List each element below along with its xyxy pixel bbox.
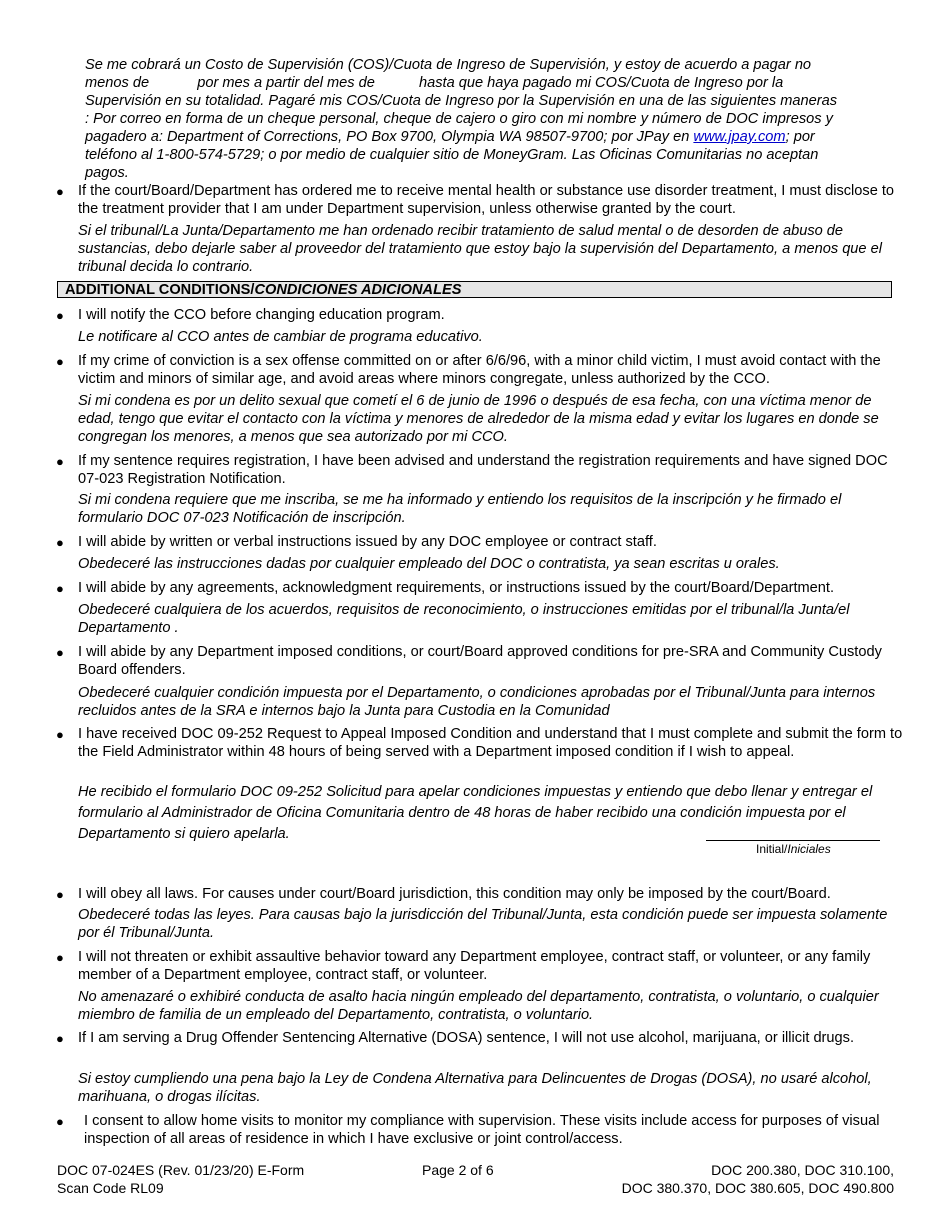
condition-spanish: He recibido el formulario DOC 09-252 Solicitud para apelar condiciones impuestas y entiendo que debo llenar y entregar el formulario al Administrador de Oficina Comunitaria dentro de 48 horas de haber recibido una condición impuesta por el Departamento si quiero apelarla. [78, 784, 873, 842]
condition-english: I will not threaten or exhibit assaultive behavior toward any Department employee, contract staff, or volunteer, or any family member of a Department employee, contract staff, or volunteer. [78, 949, 871, 983]
condition-spanish: Si mi condena requiere que me inscriba, se me ha informado y entiendo los requisitos de la inscripción y he firmado el formulario DOC 07-023 Notificación de inscripción. [78, 492, 842, 526]
condition-english: If my sentence requires registration, I have been advised and understand the registration requirements and have signed DOC 07-023 Registration Notification. [78, 453, 888, 487]
bullet-icon: ● [56, 727, 64, 742]
bullet-icon: ● [56, 645, 64, 660]
cos-line-4: : Por correo en forma de un cheque personal, cheque de cajero o giro con mi nombre y número de DOC impresos y [85, 111, 833, 127]
cos-line-5: pagadero a: Department of Corrections, PO Box 9700, Olympia WA 98507-9700; por JPay en www.jpay.com; por [85, 129, 815, 145]
condition-spanish: Obedeceré cualquiera de los acuerdos, requisitos de reconocimiento, o instrucciones emitidas por el tribunal/la Junta/el Departamento . [78, 602, 850, 636]
cos-line-3: Supervisión en su totalidad. Pagaré mis COS/Cuota de Ingreso por la Supervisión en una de las siguientes maneras [85, 93, 838, 109]
condition-english: I will abide by any agreements, acknowledgment requirements, or instructions issued by the court/Board/Department. [78, 580, 835, 596]
cos-line-2: menos de por mes a partir del mes de hasta que haya pagado mi COS/Cuota de Ingreso por la [85, 75, 784, 91]
additional-conditions-header: ADDITIONAL CONDITIONS/CONDICIONES ADICIONALES [57, 281, 892, 298]
bullet-icon: ● [56, 950, 64, 965]
initials-label: Initial/Iniciales [756, 842, 831, 856]
initials-signature-line[interactable] [706, 840, 880, 841]
condition-english: I will notify the CCO before changing education program. [78, 307, 445, 323]
footer-form-id: DOC 07-024ES (Rev. 01/23/20) E-Form Scan Code RL09 [57, 1162, 305, 1196]
condition-spanish: Si estoy cumpliendo una pena bajo la Ley de Condena Alternativa para Delincuentes de Drogas (DOSA), no usaré alcohol, marihuana, o drogas ilícitas. [78, 1071, 872, 1105]
condition-spanish: Obedeceré las instrucciones dadas por cualquier empleado del DOC o contratista, ya sean escritas u orales. [78, 556, 780, 572]
bullet-icon: ● [56, 581, 64, 596]
condition-english: I will abide by any Department imposed conditions, or court/Board approved conditions for pre-SRA and Community Custody Board offenders. [78, 644, 882, 678]
jpay-link[interactable]: www.jpay.com [693, 129, 786, 145]
bullet-icon: ● [56, 535, 64, 550]
condition-spanish: Obedeceré todas las leyes. Para causas bajo la jurisdicción del Tribunal/Junta, esta condición puede ser impuesta solamente por él Tribunal/Junta. [78, 907, 888, 941]
bullet-icon: ● [56, 1031, 64, 1046]
cos-line-1: Se me cobrará un Costo de Supervisión (COS)/Cuota de Ingreso de Supervisión, y estoy de acuerdo a pagar no [85, 57, 812, 73]
bullet-icon: ● [56, 1114, 64, 1129]
condition-spanish: Si mi condena es por un delito sexual que cometí el 6 de junio de 1996 o después de esa fecha, con una víctima menor de edad, tengo que evitar el contacto con la víctima y menores de alrededor de la misma edad y evitar los lugares en donde se congregan los menores, a menos que sea autorizado por mi CCO. [78, 393, 879, 445]
bullet-icon: ● [56, 354, 64, 369]
cos-line-6: teléfono al 1-800-574-5729; o por medio de cualquier sitio de MoneyGram. Las Oficinas Comunitarias no aceptan [85, 147, 819, 163]
treatment-english: If the court/Board/Department has ordered me to receive mental health or substance use disorder treatment, I must disclose to the treatment provider that I am under Department supervision, unless otherwise granted by the court. [78, 183, 895, 217]
condition-english: I consent to allow home visits to monitor my compliance with supervision. These visits include access for purposes of visual inspection of all areas of residence in which I have exclusive or joint control/access. [84, 1113, 880, 1147]
treatment-spanish: Si el tribunal/La Junta/Departamento me han ordenado recibir tratamiento de salud mental o de desorden de abuso de sustancias, debo dejarle saber al proveedor del tratamiento que estoy bajo la supervisión del Departamento, a menos que el tribunal decida lo contrario. [78, 223, 882, 275]
condition-spanish: Obedeceré cualquier condición impuesta por el Departamento, o condiciones aprobadas por el Tribunal/Junta para internos recluidos antes de la SRA e internos bajo la Junta para Custodia en la Comunidad [78, 685, 876, 719]
bullet-icon: ● [56, 454, 64, 469]
condition-spanish: Le notificare al CCO antes de cambiar de programa educativo. [78, 329, 483, 345]
cos-paragraph-spanish [85, 56, 915, 182]
condition-english: If I am serving a Drug Offender Sentencing Alternative (DOSA) sentence, I will not use alcohol, marijuana, or illicit drugs. [78, 1030, 854, 1046]
cos-line-7: pagos. [85, 165, 129, 181]
condition-english: If my crime of conviction is a sex offense committed on or after 6/6/96, with a minor child victim, I must avoid contact with the victim and minors of similar age, and avoid areas where minors congregate, unless authorized by the CCO. [78, 353, 881, 387]
bullet-icon: ● [56, 184, 64, 199]
footer-page-number: Page 2 of 6 [422, 1162, 494, 1178]
footer-policy-refs: DOC 200.380, DOC 310.100, DOC 380.370, DOC 380.605, DOC 490.800 [621, 1162, 894, 1196]
bullet-icon: ● [56, 887, 64, 902]
condition-english: I will obey all laws. For causes under court/Board jurisdiction, this condition may only be imposed by the court/Board. [78, 886, 831, 902]
condition-english: I have received DOC 09-252 Request to Appeal Imposed Condition and understand that I must complete and submit the form to the Field Administrator within 48 hours of being served with a Department imposed condition if I wish to appeal. [78, 726, 903, 760]
bullet-icon: ● [56, 308, 64, 323]
condition-english: I will abide by written or verbal instructions issued by any DOC employee or contract staff. [78, 534, 657, 550]
condition-spanish: No amenazaré o exhibiré conducta de asalto hacia ningún empleado del departamento, contratista, o voluntario, o cualquier miembro de familia de un empleado del Departamento, contratista, o voluntario. [78, 989, 879, 1023]
